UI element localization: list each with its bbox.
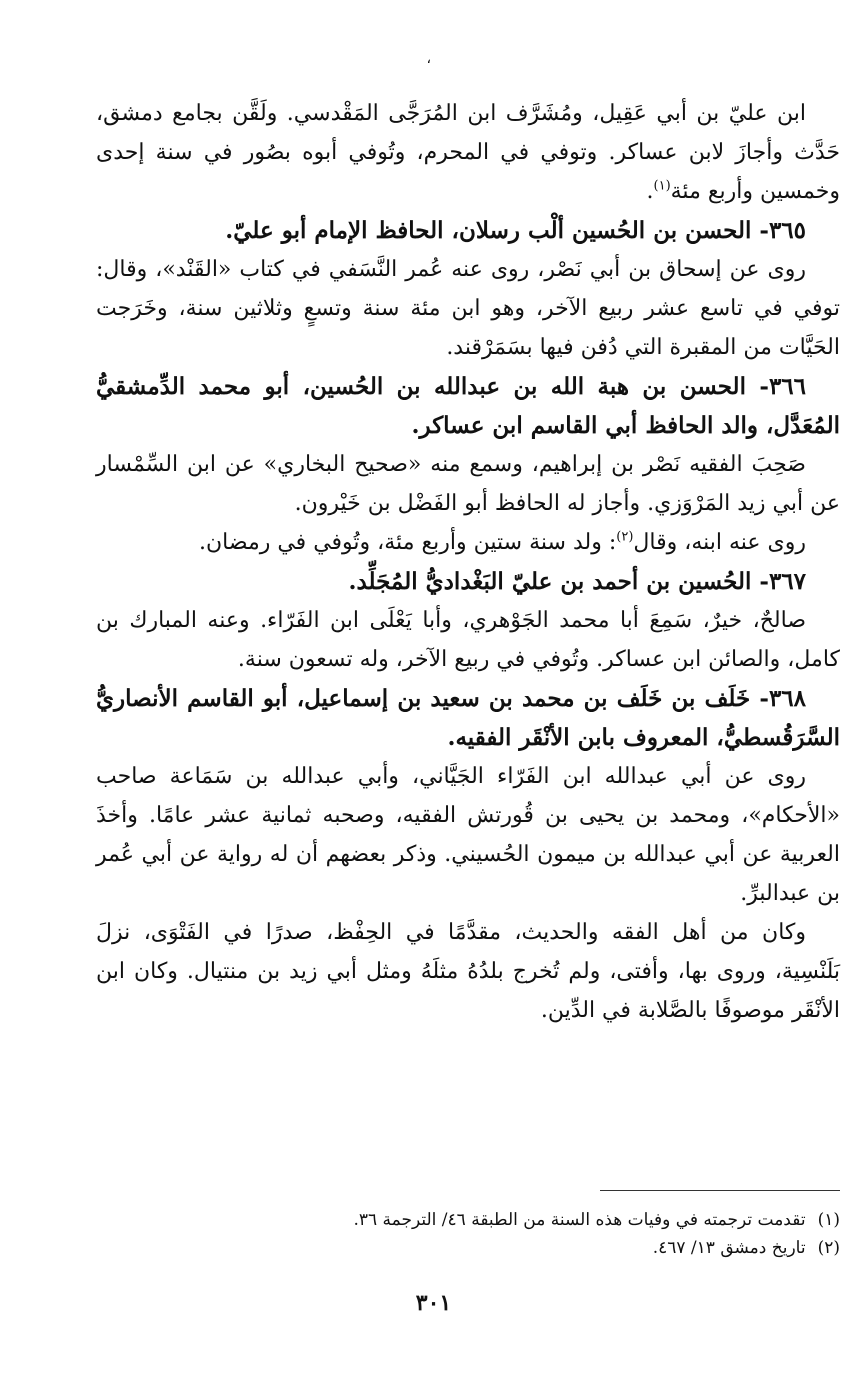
footnote-1 — [96, 1206, 840, 1234]
footnote-ref: (٢) — [616, 529, 634, 545]
entry-body-366: صَحِبَ الفقيه نَصْر بن إبراهيم، وسمع منه «صحيح البخاري» عن ابن السِّمْسار عن أبي زيد المَرْوَزي. وأجاز له الحافظ أبو الفَضْل بن خَيْرون. — [96, 452, 840, 516]
entry-heading-367: ٣٦٧- الحُسين بن أحمد بن عليّ البَغْداديُّ المُجَلِّد. — [348, 568, 806, 595]
entry-body-367: صالحٌ، خيرٌ، سَمِعَ أبا محمد الجَوْهري، وأبا يَعْلَى ابن الفَرّاء. وعنه المبارك بن كامل، والصائن ابن عساكر. وتُوفي في ربيع الآخر، وله تسعون سنة. — [96, 608, 840, 672]
paragraph-text: روى عنه ابنه، وقال — [633, 530, 806, 555]
footnote-divider — [600, 1190, 840, 1191]
entry-heading-366: ٣٦٦- الحسن بن هبة الله بن عبدالله بن الحُسين، أبو محمد الدِّمشقيُّ المُعَدَّل، والد الحافظ أبي القاسم ابن عساكر. — [96, 373, 840, 439]
paragraph-continuation — [96, 94, 840, 211]
footnote-ref: (١) — [653, 178, 671, 194]
top-mark: ، — [426, 51, 431, 67]
page-number: ٣٠١ — [415, 1290, 452, 1316]
footnote-number: (٢) — [817, 1238, 840, 1258]
footnote-2 — [96, 1234, 840, 1262]
footnote-number: (١) — [817, 1210, 840, 1230]
entry-body-368-b: وكان من أهل الفقه والحديث، مقدَّمًا في الحِفْظ، صدرًا في الفَتْوَى، نزلَ بَلَنْسِية، وروى بها، وأفتى، ولم تُخرج بلدُهُ مثلَهُ ومثل أبي زيد بن منتيال. وكان ابن الأنْقَر موصوفًا بالصَّلابة في الدِّين. — [96, 920, 840, 1023]
paragraph-text: ابن عليّ بن أبي عَقِيل، ومُشَرَّف ابن المُرَجَّى المَقْدسي. ولَقَّن بجامع دمشق، حَدَّث وأجازَ لابن عساكر. وتوفي في المحرم، وتُوفي أبوه بصُور في سنة إحدى وخمسين وأربع مئة — [96, 101, 840, 204]
paragraph-text-end: . — [646, 179, 654, 204]
footnote-text: تقدمت ترجمته في وفيات هذه السنة من الطبقة ٤٦/ الترجمة ٣٦. — [353, 1210, 806, 1230]
entry-body-365: روى عن إسحاق بن أبي نَصْر، روى عنه عُمر النَّسَفي في كتاب «القَنْد»، وقال: توفي في تاسع عشر ربيع الآخر، وهو ابن مئة سنة وتسعٍ وثلاثين سنة، وخَرَجت الحَيَّات من المقبرة التي دُفن فيها بسَمَرْقند. — [96, 257, 840, 360]
entry-heading-368: ٣٦٨- خَلَف بن خَلَف بن محمد بن سعيد بن إسماعيل، أبو القاسم الأنصاريُّ السَّرَقُسطيُّ، المعروف بابن الأنْقَر الفقيه. — [96, 685, 840, 751]
footnote-text: تاريخ دمشق ١٣/ ٤٦٧. — [652, 1238, 806, 1258]
entry-body-366-b — [96, 523, 840, 562]
entry-heading-365: ٣٦٥- الحسن بن الحُسين ألْب رسلان، الحافظ الإمام أبو عليّ. — [225, 217, 806, 244]
paragraph-text-end: : ولد سنة ستين وأربع مئة، وتُوفي في رمضان. — [199, 530, 617, 555]
main-text — [96, 94, 840, 1030]
entry-body-368: روى عن أبي عبدالله ابن الفَرّاء الجَيَّاني، وأبي عبدالله بن سَمَاعة صاحب «الأحكام»، ومحمد بن يحيى بن قُورتش الفقيه، وصحبه ثمانية عشر عامًا. وأخذَ العربية عن أبي عبدالله بن ميمون الحُسيني. وذكر بعضهم أن له رواية عن أبي عُمر بن عبدالبرِّ. — [96, 764, 840, 906]
footnotes — [96, 1206, 840, 1262]
